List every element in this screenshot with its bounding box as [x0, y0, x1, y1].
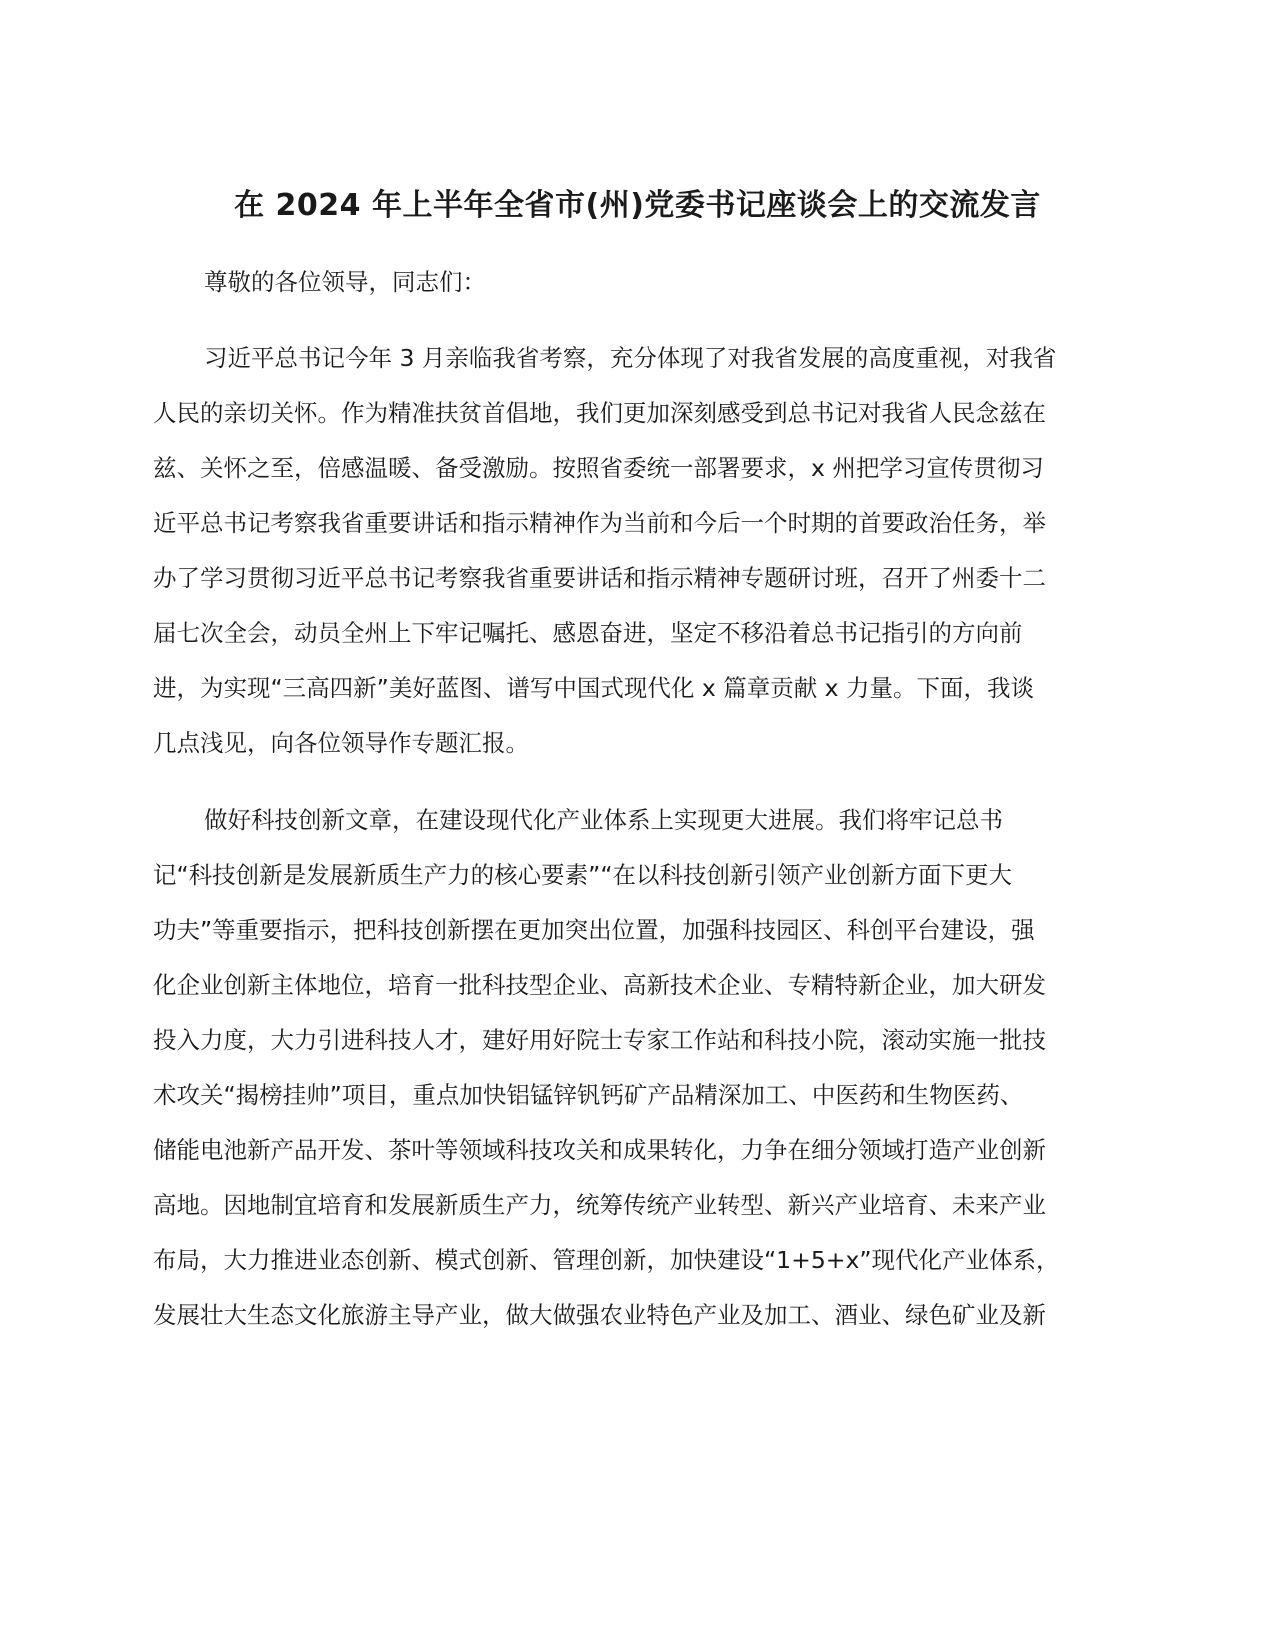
paragraph-line: 兹、关怀之至，倍感温暖、备受激励。按照省委统一部署要求，x 州把学习宣传贯彻习	[153, 454, 1044, 482]
paragraph-line: 布局，大力推进业态创新、模式创新、管理创新，加快建设“1+5+x”现代化产业体系，	[153, 1246, 1060, 1274]
paragraph-line: 习近平总书记今年 3 月亲临我省考察，充分体现了对我省发展的高度重视，对我省	[204, 344, 1057, 372]
paragraph-line: 记“科技创新是发展新质生产力的核心要素”“在以科技创新引领产业创新方面下更大	[153, 861, 1013, 889]
paragraph-line: 办了学习贯彻习近平总书记考察我省重要讲话和指示精神专题研讨班，召开了州委十二	[153, 564, 1046, 592]
paragraph-line: 功夫”等重要指示，把科技创新摆在更加突出位置，加强科技园区、科创平台建设，强	[153, 916, 1035, 944]
paragraph-line: 术攻关“揭榜挂帅”项目，重点加快铝锰锌钒钙矿产品精深加工、中医药和生物医药、	[153, 1081, 1024, 1109]
paragraph-line: 近平总书记考察我省重要讲话和指示精神作为当前和今后一个时期的首要政治任务，举	[153, 509, 1046, 537]
paragraph-line: 进，为实现“三高四新”美好蓝图、谱写中国式现代化 x 篇章贡献 x 力量。下面，我谈	[153, 674, 1035, 702]
paragraph-line: 届七次全会，动员全州上下牢记嘱托、感恩奋进，坚定不移沿着总书记指引的方向前	[153, 619, 1023, 647]
paragraph-line: 发展壮大生态文化旅游主导产业，做大做强农业特色产业及加工、酒业、绿色矿业及新	[153, 1301, 1046, 1329]
paragraph-line: 高地。因地制宜培育和发展新质生产力，统筹传统产业转型、新兴产业培育、未来产业	[153, 1191, 1046, 1219]
paragraph-line: 储能电池新产品开发、茶叶等领域科技攻关和成果转化，力争在细分领域打造产业创新	[153, 1136, 1046, 1164]
paragraph-line: 人民的亲切关怀。作为精准扶贫首倡地，我们更加深刻感受到总书记对我省人民念兹在	[153, 399, 1046, 427]
paragraph-line: 几点浅见，向各位领导作专题汇报。	[153, 729, 529, 757]
document-title: 在 2024 年上半年全省市(州)党委书记座谈会上的交流发言	[234, 188, 1041, 223]
paragraph-line: 投入力度，大力引进科技人才，建好用好院士专家工作站和科技小院，滚动实施一批技	[153, 1026, 1046, 1054]
salutation: 尊敬的各位领导，同志们：	[204, 268, 486, 296]
paragraph-line: 做好科技创新文章，在建设现代化产业体系上实现更大进展。我们将牢记总书	[204, 806, 1003, 834]
paragraph-line: 化企业创新主体地位，培育一批科技型企业、高新技术企业、专精特新企业，加大研发	[153, 971, 1046, 999]
